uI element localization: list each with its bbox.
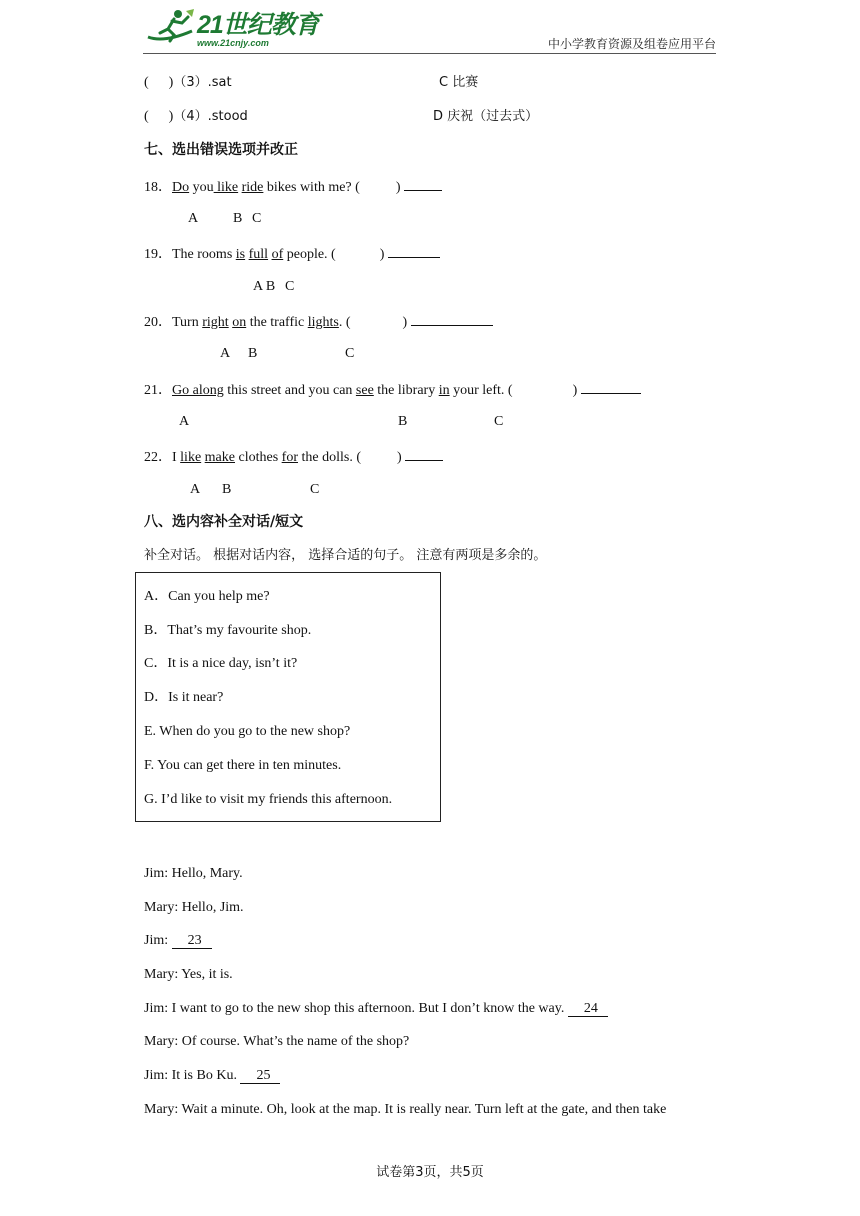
runner-logo-icon — [144, 7, 196, 47]
question-21: 21．Go along this street and you can see the library in your left. ( ) — [144, 379, 641, 400]
option-letter: A — [188, 211, 199, 226]
section-7-title: 七、选出错误选项并改正 — [144, 142, 298, 158]
option-letter: C — [252, 211, 262, 226]
question-19: 19．The rooms is full of people. ( ) — [144, 243, 440, 264]
answer-blank[interactable] — [581, 379, 641, 394]
section-8-title: 八、选内容补全对话/短文 — [144, 514, 304, 530]
page-footer: 试卷第3页，共5页 — [376, 1165, 484, 1180]
dialogue-line: Jim: 23 — [144, 932, 212, 950]
question-20: 20．Turn right on the traffic lights. ( ) — [144, 311, 493, 332]
option-c: C．It is a nice day, isn’t it? — [144, 656, 298, 671]
option-letter: A — [190, 482, 201, 497]
option-d: D．Is it near? — [144, 690, 224, 705]
answer-blank[interactable] — [388, 243, 440, 258]
question-22: 22．I like make clothes for the dolls. ( ) — [144, 446, 443, 467]
question-18: 18．Do you like ride bikes with me? ( ) — [144, 176, 442, 197]
matching-option-c: C 比赛 — [439, 75, 479, 90]
dialogue-line: Mary: Of course. What’s the name of the shop? — [144, 1034, 410, 1049]
dialogue-line: Jim: It is Bo Ku. 25 — [144, 1067, 280, 1085]
option-f: F. You can get there in ten minutes. — [144, 758, 342, 773]
answer-blank-25[interactable]: 25 — [240, 1069, 280, 1084]
option-letter: B — [233, 211, 243, 226]
dialogue-line: Mary: Hello, Jim. — [144, 900, 244, 915]
option-e: E. When do you go to the new shop? — [144, 724, 351, 739]
matching-row-3: ( )（3）.sat — [144, 75, 232, 90]
answer-blank[interactable] — [404, 176, 442, 191]
option-letter: C — [345, 346, 355, 361]
option-letter: C — [310, 482, 320, 497]
matching-option-d: D 庆祝（过去式） — [433, 109, 539, 124]
option-letter: A B — [253, 279, 276, 294]
option-a: A．Can you help me? — [144, 589, 270, 604]
answer-blank-23[interactable]: 23 — [172, 934, 212, 949]
option-letter: B — [398, 414, 408, 429]
option-letter: C — [285, 279, 295, 294]
dialogue-line: Mary: Yes, it is. — [144, 967, 233, 982]
dialogue-line: Jim: I want to go to the new shop this afternoon. But I don’t know the way. 24 — [144, 1000, 608, 1018]
answer-blank[interactable] — [405, 446, 443, 461]
option-g: G. I’d like to visit my friends this afternoon. — [144, 792, 393, 807]
dialogue-line: Mary: Wait a minute. Oh, look at the map. It is really near. Turn left at the gate, and then take — [144, 1102, 667, 1117]
option-letter: C — [494, 414, 504, 429]
option-letter: A — [179, 414, 190, 429]
answer-blank-24[interactable]: 24 — [568, 1002, 608, 1017]
option-letter: A — [220, 346, 231, 361]
dialogue-line: Jim: Hello, Mary. — [144, 866, 243, 881]
section-8-instruction: 补全对话。 根据对话内容， 选择合适的句子。 注意有两项是多余的。 — [144, 548, 547, 563]
header-divider — [143, 53, 716, 54]
answer-blank[interactable] — [411, 311, 493, 326]
logo-text: 21世纪教育 — [197, 11, 319, 39]
option-b: B．That’s my favourite shop. — [144, 623, 312, 638]
platform-label: 中小学教育资源及组卷应用平台 — [547, 37, 716, 51]
option-letter: B — [222, 482, 232, 497]
option-letter: B — [248, 346, 258, 361]
matching-row-4: ( )（4）.stood — [144, 109, 248, 124]
logo-url: www.21cnjy.com — [197, 38, 269, 48]
